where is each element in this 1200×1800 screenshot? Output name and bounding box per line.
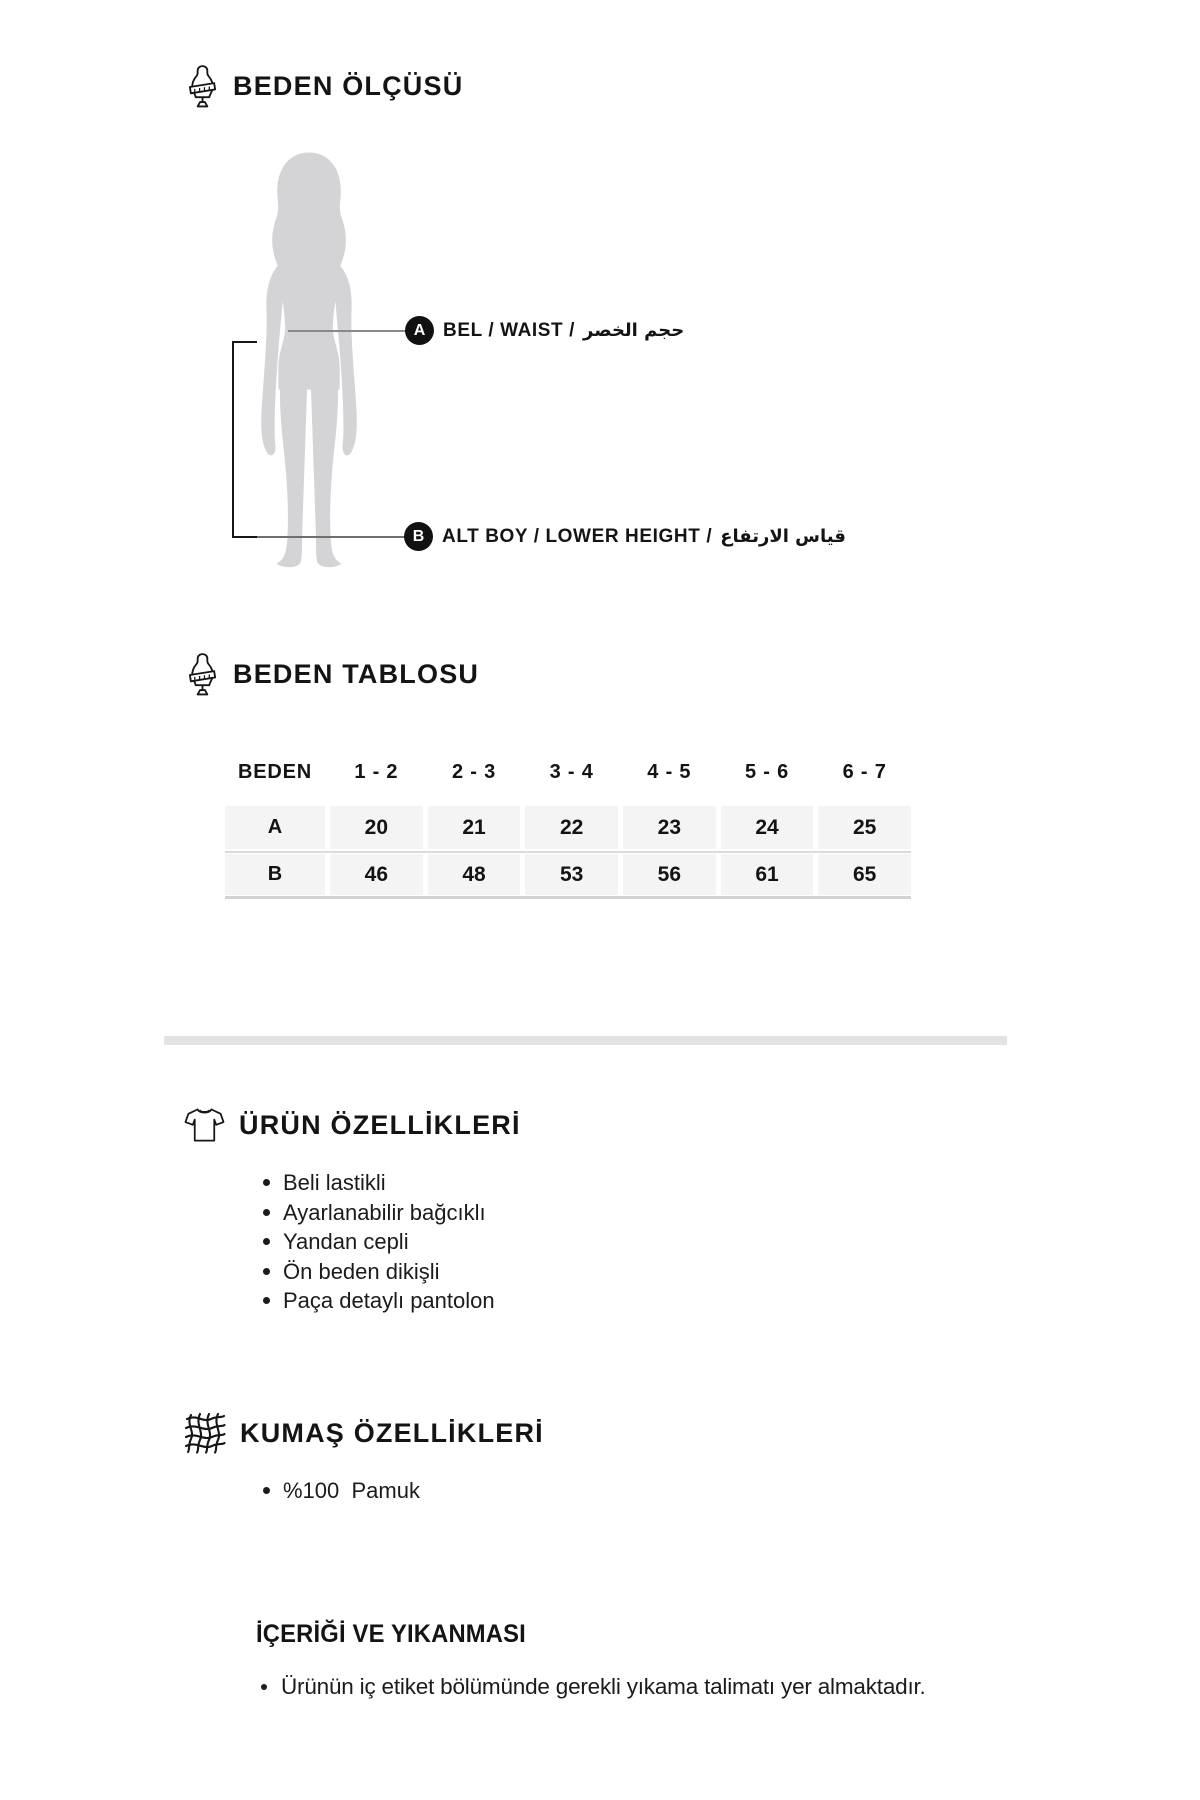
col-header: 3 - 4	[549, 760, 594, 783]
table-cell: 56	[623, 854, 716, 895]
list-item: %100 Pamuk	[256, 1476, 420, 1506]
height-bracket-bottom-tick	[232, 536, 257, 538]
table-cell: 46	[330, 854, 423, 895]
table-cell: 20	[330, 806, 423, 849]
tshirt-icon	[184, 1106, 225, 1144]
size-guide-heading	[186, 64, 463, 109]
size-table-title: BEDEN TABLOSU	[233, 659, 480, 689]
section-divider	[164, 1036, 1007, 1045]
care-title: İÇERİĞİ VE YIKANMASI	[256, 1620, 526, 1648]
list-item: Beli lastikli	[256, 1168, 495, 1198]
height-label	[442, 522, 846, 551]
table-cell: 48	[428, 854, 521, 895]
height-label-arabic: قياس الارتفاع	[720, 526, 846, 547]
size-table-heading	[186, 652, 479, 697]
height-bracket-vertical	[232, 341, 234, 538]
table-cell: 22	[525, 806, 618, 849]
table-row	[225, 854, 911, 895]
height-label-latin: ALT BOY / LOWER HEIGHT /	[442, 525, 713, 547]
child-silhouette	[227, 140, 395, 581]
col-header: 2 - 3	[451, 760, 496, 783]
table-cell: 61	[721, 854, 814, 895]
fabric-features-heading	[184, 1412, 544, 1454]
row-label: B	[225, 854, 325, 895]
fabric-features-list	[256, 1476, 420, 1506]
list-item: Ayarlanabilir bağcıklı	[256, 1198, 495, 1228]
row-label: A	[225, 806, 325, 849]
col-header: 5 - 6	[744, 760, 789, 783]
table-cell: 53	[525, 854, 618, 895]
table-row	[225, 806, 911, 849]
size-guide-title: BEDEN ÖLÇÜSÜ	[233, 71, 464, 101]
care-list	[254, 1672, 946, 1703]
table-cell: 23	[623, 806, 716, 849]
height-leader-line	[257, 536, 405, 538]
dress-form-icon	[186, 652, 219, 697]
product-features-list	[256, 1168, 495, 1316]
list-item: Ürünün iç etiket bölümünde gerekli yıkama talimatı yer almaktadır.	[254, 1672, 946, 1703]
table-cell: 21	[428, 806, 521, 849]
size-table-header-row	[225, 748, 911, 796]
waist-label-latin: BEL / WAIST /	[443, 319, 576, 341]
col-header: 1 - 2	[354, 760, 399, 783]
waist-label	[443, 316, 684, 345]
col-header: BEDEN	[237, 760, 312, 783]
list-item: Paça detaylı pantolon	[256, 1286, 495, 1316]
product-features-title: ÜRÜN ÖZELLİKLERİ	[239, 1109, 521, 1140]
table-bottom-border	[225, 896, 911, 899]
marker-b: B	[404, 522, 433, 551]
dress-form-icon	[186, 64, 219, 109]
list-item: Ön beden dikişli	[256, 1257, 495, 1287]
col-header: 6 - 7	[842, 760, 887, 783]
table-cell: 24	[721, 806, 814, 849]
table-cell: 65	[818, 854, 911, 895]
col-header: 4 - 5	[647, 760, 692, 783]
waist-label-arabic: حجم الخصر	[583, 320, 685, 341]
marker-a: A	[405, 316, 434, 345]
list-item: Yandan cepli	[256, 1227, 495, 1257]
table-cell: 25	[818, 806, 911, 849]
size-table	[225, 748, 911, 899]
fabric-weave-icon	[184, 1412, 226, 1454]
fabric-features-title: KUMAŞ ÖZELLİKLERİ	[240, 1417, 544, 1448]
product-features-heading	[184, 1106, 521, 1144]
waist-leader-line	[288, 330, 406, 332]
height-bracket-top-tick	[232, 341, 257, 343]
